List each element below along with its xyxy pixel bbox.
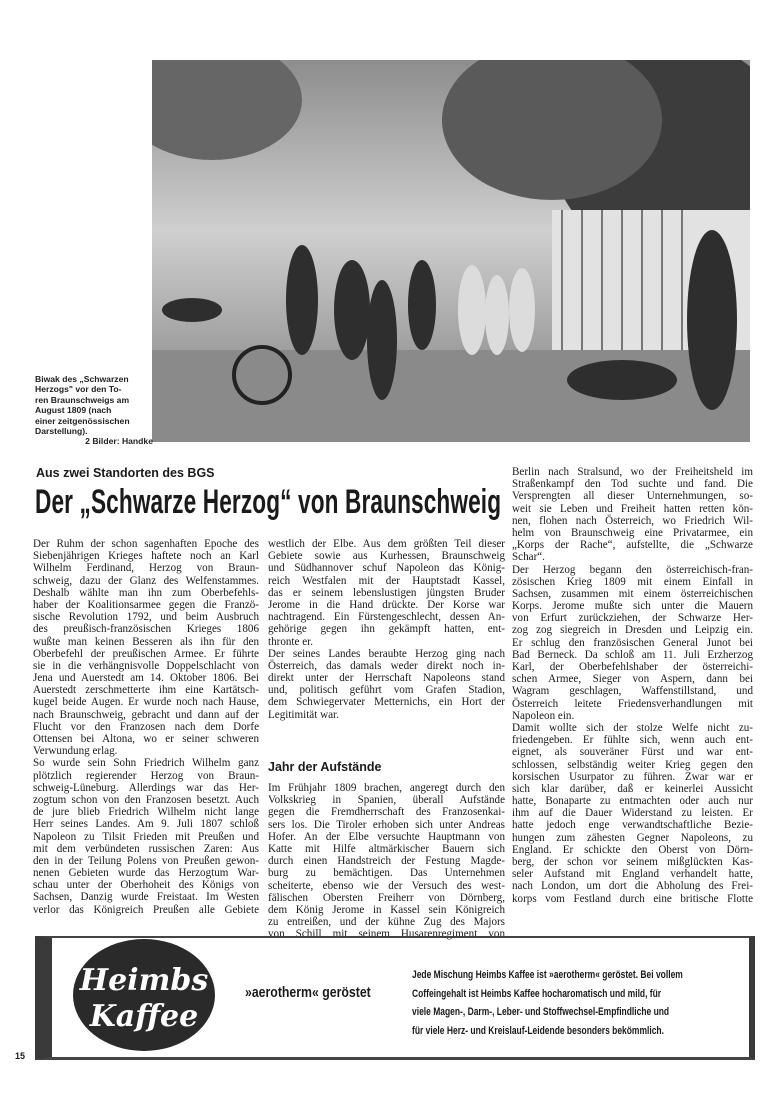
text-line: de jure blieb Friedrich Wilhelm nicht lange — [33, 806, 259, 819]
text-line: Der seines Landes beraubte Herzog ging nach — [268, 647, 505, 660]
text-line: helm von Braunschweig eine Privatarmee, ein — [512, 526, 753, 539]
ad-text-line: viele Magen-, Darm-, Leber- und Stoffwechsel-Empfindliche und — [412, 1006, 670, 1019]
text-line: zog zog siegreich in Dresden und Leipzig ein. — [512, 624, 753, 637]
text-line: burg zu bemächtigen. Das Unternehmen — [268, 867, 505, 880]
text-line: Der Ruhm der schon sagenhaften Epoche des — [33, 538, 259, 550]
text-line: korps vom Festland durch eine britische Flotte — [512, 892, 753, 905]
text-line: den in der Teilung Polens von Preußen gewon- — [33, 854, 259, 867]
text-line: Österreich leitete Friedensverhandlungen mit — [512, 697, 753, 710]
text-line: nachtragend. Ein Fürstengeschlecht, dessen An- — [268, 611, 505, 624]
text-line: schen Armee, Sieger von Aspern, dann bei — [512, 673, 753, 686]
text-line: So wurde sein Sohn Friedrich Wilhelm ganz — [33, 757, 259, 770]
text-line: reich Westfalen mit der Hauptstadt Kassel, — [268, 574, 505, 587]
section-heading: Jahr der Aufstände — [268, 760, 382, 774]
text-line: berg, der schon vor seinem mißglückten Kas- — [512, 856, 753, 868]
svg-text:Kaffee: Kaffee — [89, 999, 199, 1034]
text-line: Berlin nach Stralsund, wo der Freiheitsheld im — [512, 466, 753, 478]
text-line: Schar“. — [512, 551, 545, 564]
text-line: und, politisch geführt vom Grafen Stadion, — [268, 684, 505, 697]
text-line: Sachsen, Danzig wurde Freistaat. Im Westen — [33, 891, 259, 904]
text-line: nach Braunschweig, gebracht und dann auf der — [33, 708, 259, 721]
caption-line: Biwak des „Schwarzen — [35, 374, 129, 384]
text-line: Hofer. An der Elbe versuchte Hauptmann von — [268, 830, 505, 843]
svg-text:Heimbs: Heimbs — [79, 963, 209, 998]
text-line: plötzlich regierender Herzog von Braun- — [33, 769, 259, 782]
text-line: wußte man keinen Besseren als ihn für den — [33, 635, 259, 648]
text-line: und Südhannover schuf Napoleon das König- — [268, 562, 505, 575]
text-line: dem Schwiegervater Metternichs, ein Hort der — [268, 696, 505, 709]
photo-caption — [35, 374, 153, 447]
text-line: schau unter der Oberhoheit des Königs von — [33, 879, 259, 892]
text-line: zu entreißen, und der kühne Zug des Majors — [268, 916, 505, 929]
ad-slogan: »aerotherm« geröstet — [245, 984, 371, 1001]
ad-text-line: Coffeingehalt ist Heimbs Kaffee hocharomatisch und mild, für — [412, 987, 662, 1000]
text-line: Auerstedt zerschmetterte ihm eine Kartätsch- — [33, 684, 259, 697]
article-headline: Der „Schwarze Herzog“ von Braunschweig — [35, 483, 502, 521]
ad-body-text — [412, 966, 742, 1040]
text-line: direkt unter der Herrschaft Napoleons stand — [268, 672, 505, 685]
article-column-2-continued — [268, 782, 505, 940]
text-line: Österreich, das damals weder direkt noch in- — [268, 659, 505, 672]
text-line: sische Revolution 1792, und beim Ausbruch — [33, 611, 259, 624]
text-line: mit dem verbündeten russischen Zaren: Aus — [33, 842, 259, 855]
photo-credit: 2 Bilder: Handke — [85, 436, 153, 447]
text-line: Wagram geschlagen, Waffenstillstand, und — [512, 685, 753, 698]
text-line: Napoleon ein. — [512, 709, 575, 722]
text-line: gehörige gegen ihn gekämpft hatten, ent- — [268, 623, 505, 636]
text-line: Jerome in die Hand drückte. Der Korse war — [268, 598, 505, 611]
text-line: nen, flohen nach Österreich, wo Friedrich Wil- — [512, 514, 753, 527]
text-line: Verwundung erlag. — [33, 745, 118, 758]
text-line: Korps. Jerome mußte sich unter die Mauern — [512, 600, 753, 613]
text-line: weit sie Leben und Freiheit hatten retten kön- — [512, 502, 753, 515]
caption-line: einer zeitgenössischen — [35, 415, 130, 426]
article-column-3 — [512, 466, 753, 905]
text-line: Bad Berneck. Da schloß am 11. Juli Erzherzog — [512, 648, 753, 661]
caption-line: Darstellung). — [35, 426, 88, 437]
text-line: Volkskrieg in Spanien, überall Aufstände — [268, 794, 505, 807]
text-line: nenen Gebieten wurde das Herzogtum War- — [33, 867, 259, 880]
ad-text-line: Jede Mischung Heimbs Kaffee ist »aerotherm« geröstet. Bei vollem — [412, 969, 683, 981]
text-line: sich klar darüber, daß er keinerlei Aussicht — [512, 782, 753, 795]
text-line: Flucht vor den Franzosen nach dem Dorfe — [33, 720, 259, 733]
heimbs-kaffee-logo — [72, 938, 216, 1052]
text-line: Im Frühjahr 1809 brachen, angeregt durch den — [268, 782, 505, 794]
text-line: hungen zum zähesten Gegner Napoleons, zu — [512, 831, 753, 844]
text-line: Damit wollte sich der stolze Welfe nicht zu- — [512, 721, 753, 734]
text-line: fälischen Obersten Freiherr von Dörnberg, — [268, 891, 505, 904]
text-line: seler Aufstand mit England verhandelt hatte, — [512, 868, 753, 881]
text-line: korsischen Usurpator zu führen. Zwar war er — [512, 770, 753, 783]
text-line: Ottensen bei Altona, wo er seiner schweren — [33, 733, 259, 745]
article-column-1 — [33, 538, 259, 916]
text-line: Katte mit Hilfe altmärkischer Bauern sich — [268, 842, 505, 855]
text-line: Siebenjährigen Krieges haftete noch an Karl — [33, 550, 259, 563]
text-line: zösischen Krieg 1809 mit einem Einfall in — [512, 575, 753, 588]
text-line: Gebiete sowie aus Kurhessen, Braunschweig — [268, 550, 505, 563]
text-line: Der Herzog begann den österreichisch-fran- — [512, 563, 753, 576]
text-line: nach London, um dort die Abholung des Frei- — [512, 880, 753, 893]
text-line: westlich der Elbe. Aus dem größten Teil dieser — [268, 538, 505, 550]
text-line: Herr seines Landes. Am 9. Juli 1807 schloß — [33, 818, 259, 831]
article-kicker: Aus zwei Standorten des BGS — [36, 466, 215, 480]
text-line: scheiterte, ebenso wie der Versuch des west- — [268, 879, 505, 892]
text-line: Sachsen, zusammen mit einem österreichischen — [512, 587, 753, 600]
text-line: eignet, als souveräner Fürst und war ent- — [512, 746, 753, 759]
text-line: Napoleon zu Tilsit Frieden mit Preußen und — [33, 830, 259, 843]
article-photo-bivouac — [152, 60, 750, 442]
caption-line: August 1809 (nach — [35, 405, 112, 416]
text-line: von Schill mit seinem Husarenregiment von — [268, 928, 505, 941]
text-line: Er schlug den französischen General Junot bei — [512, 636, 753, 649]
article-column-2 — [268, 538, 505, 721]
text-line: schweig-Lüneburg. Allerdings war das Her- — [33, 781, 259, 794]
text-line: verlor das Königreich Preußen alle Gebiete — [33, 903, 259, 916]
text-line: „Korps der Rache“, aufstellte, die „Schwarze — [512, 539, 753, 552]
text-line: Legitimität war. — [268, 708, 339, 721]
text-line: Versprengten all dieser Unternehmungen, so- — [512, 490, 753, 503]
page-number: 15 — [15, 1051, 26, 1061]
text-line: das er seinem lebenslustigen jüngsten Bruder — [268, 586, 505, 599]
text-line: ihm auf die Dauer Widerstand zu leisten. Er — [512, 807, 753, 820]
text-line: durch einen Handstreich der Festung Magde- — [268, 855, 505, 868]
text-line: thronte er. — [268, 635, 313, 648]
text-line: Karl, der Oberbefehlshaber der österreichi- — [512, 661, 753, 673]
text-line: dem König Jerome in Kassel sein Königreich — [268, 903, 505, 916]
text-line: des preußisch-französischen Krieges 1806 — [33, 623, 259, 636]
caption-line: Herzogs" vor den To- — [35, 384, 122, 395]
text-line: hatte jedoch enge verwandtschaftliche Bezie- — [512, 819, 753, 832]
text-line: Oberbefehl der preußischen Armee. Er führte — [33, 647, 259, 660]
text-line: Wilhelm Ferdinand, Herzog von Braun- — [33, 562, 259, 575]
text-line: von Erfurt zurückziehen, der Schwarze Her- — [512, 612, 753, 625]
text-line: schlossen, selbständig weiter Krieg gegen den — [512, 758, 753, 771]
text-line: hatte, Bonaparte zu entmachten oder auch nur — [512, 795, 753, 808]
caption-line: ren Braunschweigs am — [35, 394, 130, 405]
text-line: sers los. Die Tiroler erhoben sich unter Andreas — [268, 818, 505, 831]
text-line: schweig, dazu der Glanz des Welfenstammes. — [33, 574, 259, 587]
text-line: Straßenkampf den Tod suchte und fand. Die — [512, 478, 753, 491]
ad-text-line: für viele Herz- und Kreislauf-Leidende besonders bekömmlich. — [412, 1024, 664, 1037]
text-line: Jena und Auerstedt am 14. Oktober 1806. Bei — [33, 672, 259, 685]
text-line: haber der Koalitionsarmee gegen die Franzö- — [33, 598, 259, 611]
text-line: gegen die Fremdherrschaft des Franzosenkai- — [268, 806, 505, 819]
text-line: sie in die verhängnisvolle Doppelschlacht von — [33, 659, 259, 672]
text-line: zogtum schon von den Franzosen besetzt. Auch — [33, 793, 259, 806]
text-line: kugel beide Augen. Er wurde noch nach Hause, — [33, 696, 259, 709]
text-line: friedengeben. Er fühlte sich, wenn auch ent- — [512, 734, 753, 747]
text-line: Deshalb wählte man ihn zum Oberbefehls- — [33, 586, 259, 599]
text-line: England. Er schickte den Oberst von Dörn- — [512, 843, 753, 856]
